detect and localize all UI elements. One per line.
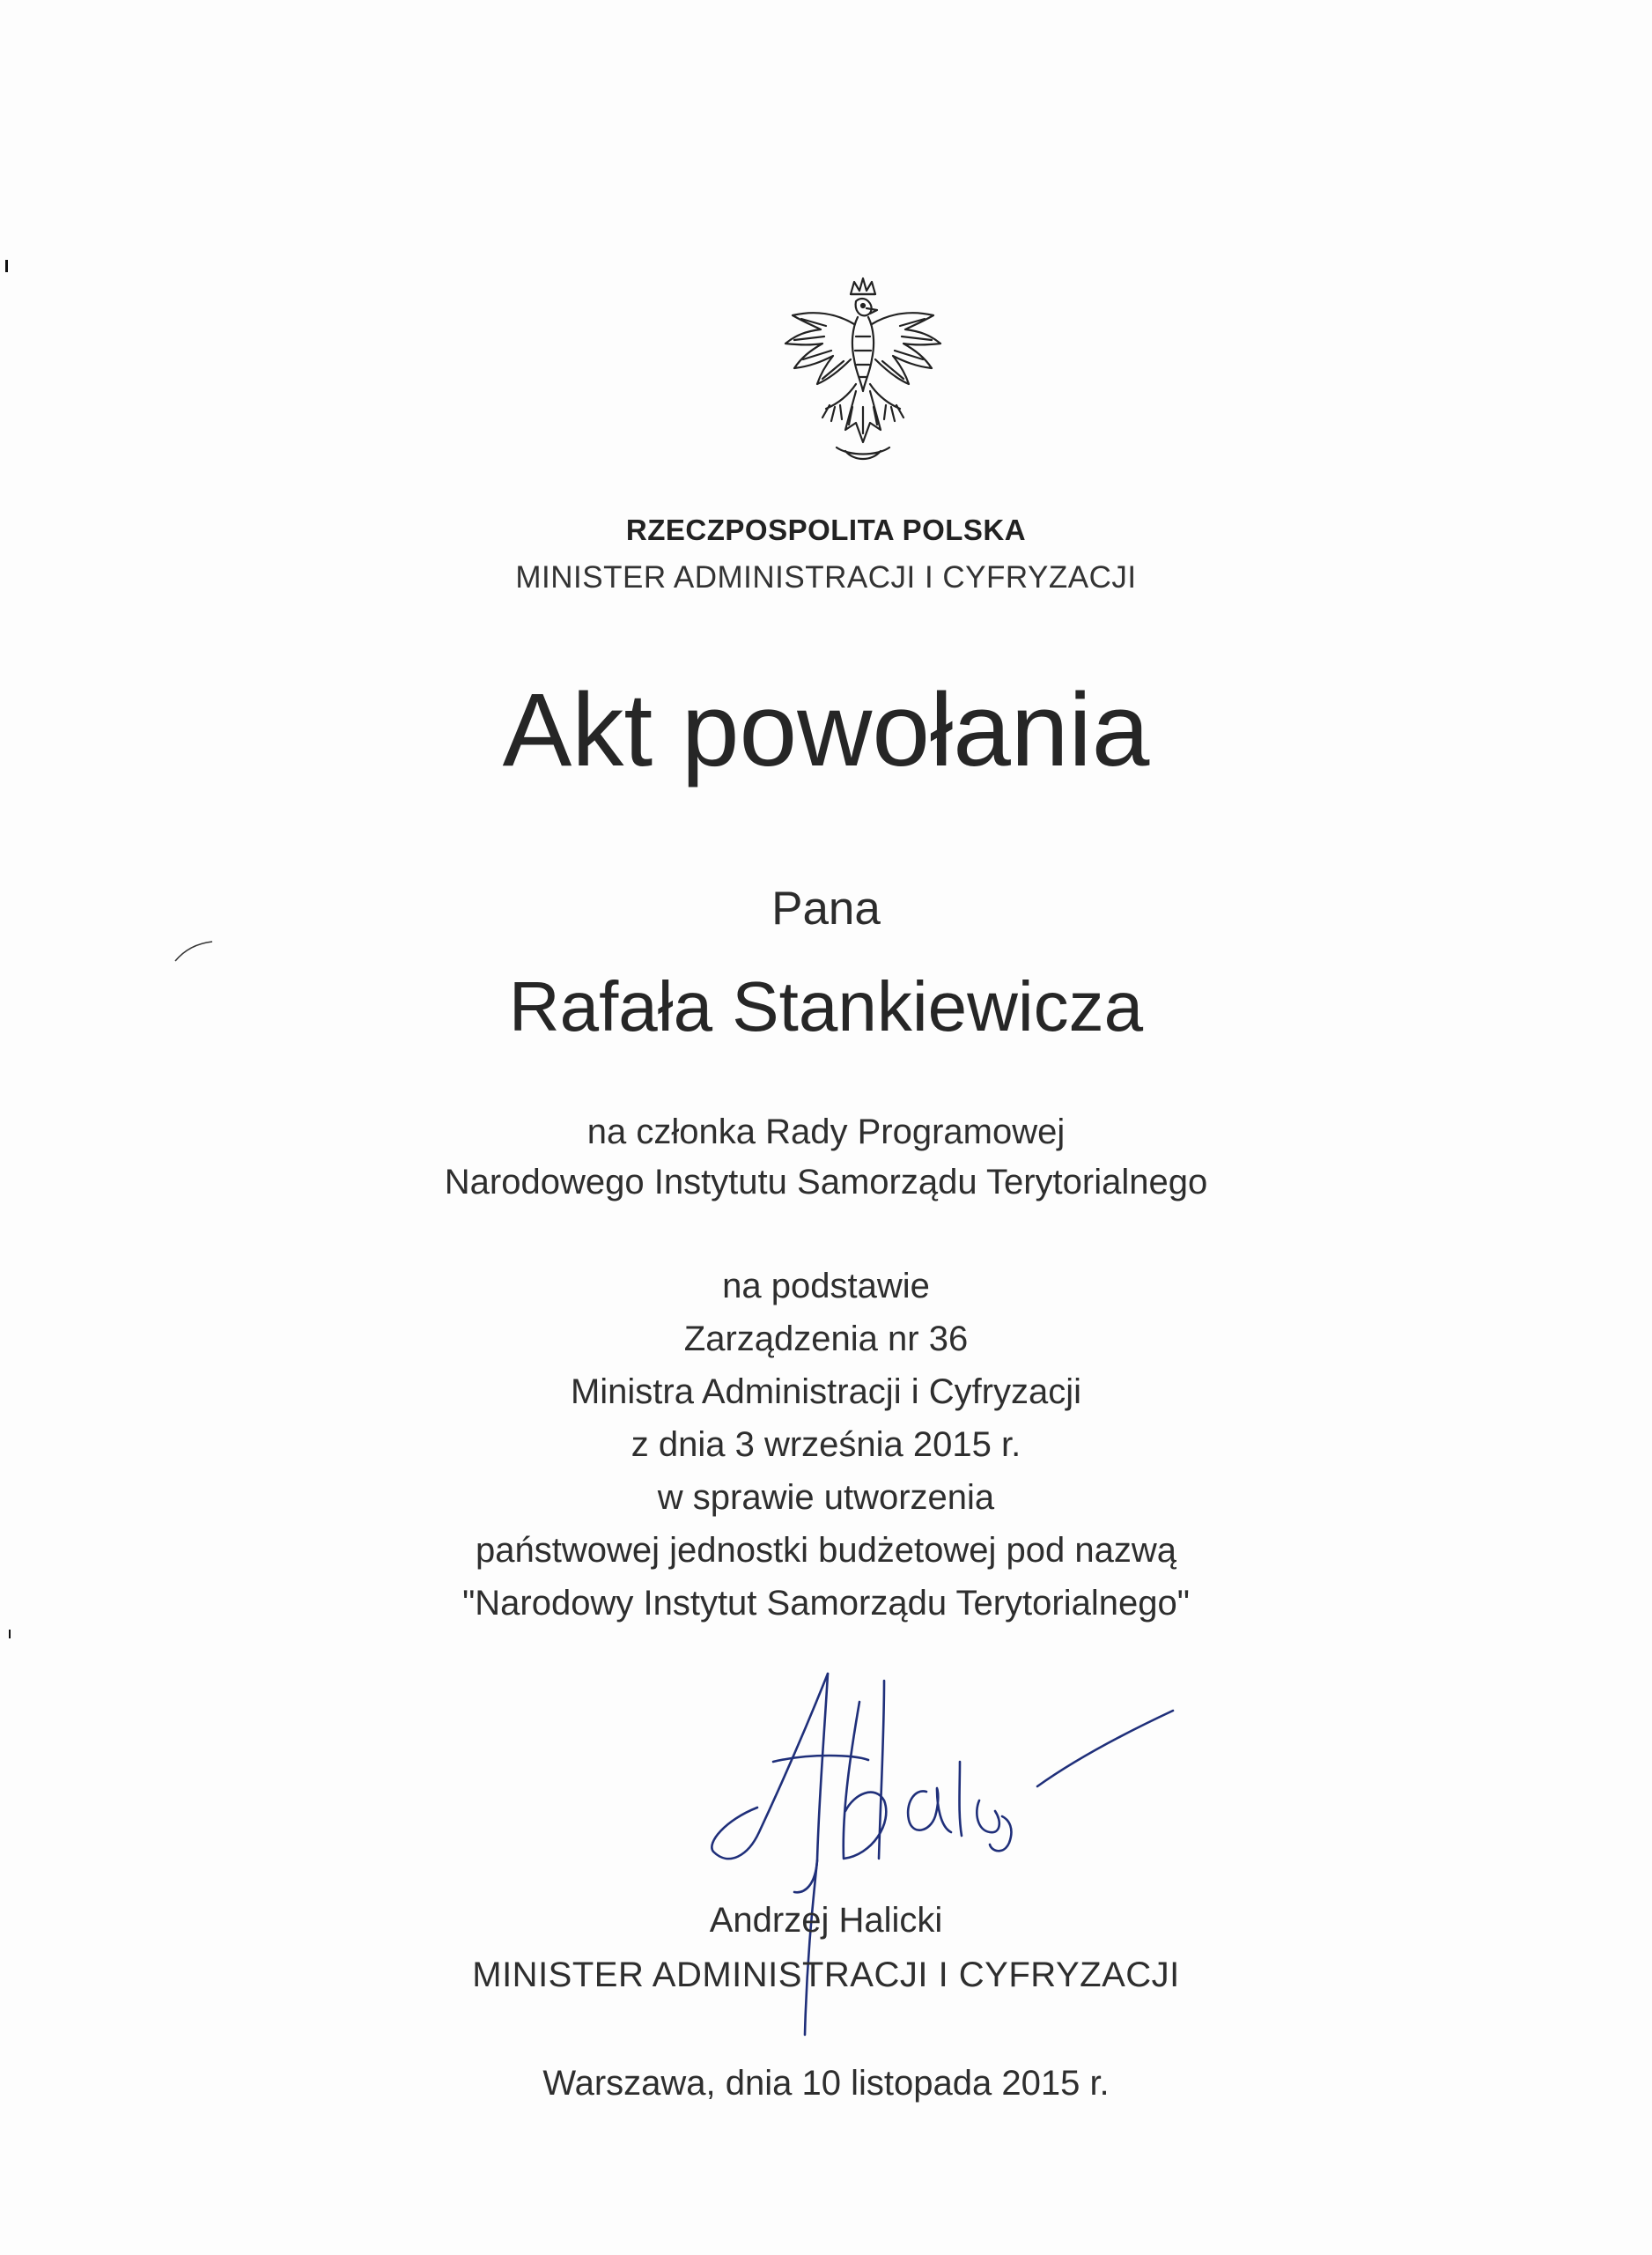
handwritten-signature: [696, 1656, 1242, 2061]
polish-eagle-emblem-icon: [775, 275, 951, 469]
basis-line: na podstawie: [722, 1267, 930, 1305]
role-line: na członka Rady Programowej: [586, 1113, 1066, 1151]
basis-line: Ministra Administracji i Cyfryzacji: [570, 1372, 1082, 1411]
appointee-name: Rafała Stankiewicza: [508, 967, 1144, 1046]
header-ministry: MINISTER ADMINISTRACJI I CYFRYZACJI: [515, 560, 1137, 595]
basis-line: w sprawie utworzenia: [657, 1478, 995, 1517]
basis-line: Zarządzenia nr 36: [683, 1320, 969, 1358]
pen-mark: [172, 938, 216, 965]
place-and-date: Warszawa, dnia 10 listopada 2015 r.: [542, 2064, 1110, 2103]
salutation: Pana: [771, 883, 881, 935]
scan-edge-mark: [9, 1630, 11, 1638]
basis-line: z dnia 3 września 2015 r.: [631, 1425, 1021, 1464]
header-country: RZECZPOSPOLITA POLSKA: [625, 514, 1027, 546]
document-title: Akt powołania: [502, 672, 1150, 788]
role-line: Narodowego Instytutu Samorządu Terytorialnego: [444, 1163, 1208, 1201]
scan-edge-mark: [5, 260, 8, 272]
signer-title: MINISTER ADMINISTRACJI I CYFRYZACJI: [472, 1956, 1180, 1994]
basis-line: "Narodowy Instytut Samorządu Terytorialnego": [462, 1584, 1190, 1623]
signer-name: Andrzej Halicki: [709, 1901, 943, 1940]
basis-line: państwowej jednostki budżetowej pod nazwą: [475, 1531, 1177, 1570]
